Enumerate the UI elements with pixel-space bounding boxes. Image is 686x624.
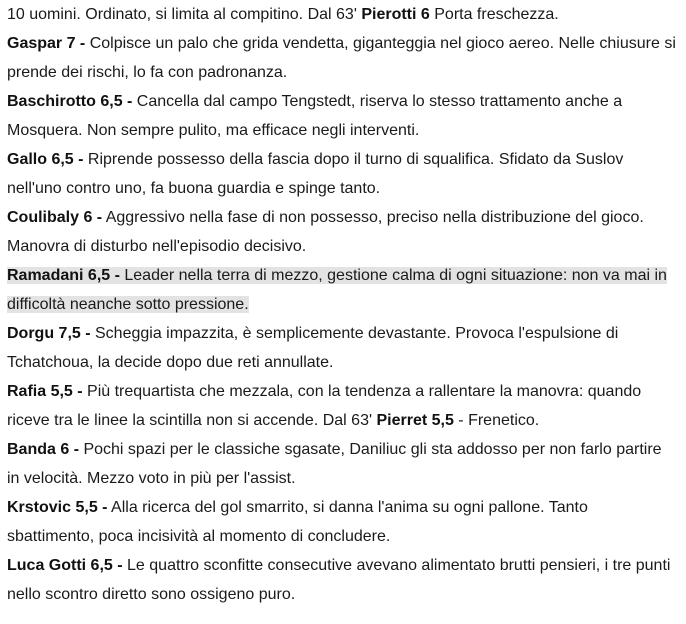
- player-name-grade: Gaspar 7 -: [7, 35, 86, 52]
- paragraph-banda: [7, 435, 678, 493]
- player-comment: Leader nella terra di mezzo, gestione calma di ogni situazione: non va mai in difficoltà neanche sotto pressione.: [7, 267, 667, 313]
- paragraph-dorgu: [7, 319, 678, 377]
- player-comment: Alla ricerca del gol smarrito, si danna l'anima su ogni pallone. Tanto sbattimento, poca incisività al momento di concludere.: [7, 499, 588, 545]
- paragraph-krstovic: [7, 493, 678, 551]
- selected-text-highlight[interactable]: [7, 267, 667, 313]
- paragraph-gaspar: [7, 29, 678, 87]
- player-name-grade: Coulibaly 6 -: [7, 209, 103, 226]
- sub-player-pierret: Pierret 5,5: [376, 412, 454, 429]
- paragraph-gallo: [7, 145, 678, 203]
- paragraph-ramadani: [7, 261, 678, 319]
- paragraph-gotti: [7, 551, 678, 609]
- player-comment: Pochi spazi per le classiche sgasate, Daniliuc gli sta addosso per non farlo partire in velocità. Mezzo voto in più per l'assist.: [7, 441, 662, 487]
- coach-comment: Le quattro sconfitte consecutive avevano alimentato brutti pensieri, i tre punti nello scontro diretto sono ossigeno puro.: [7, 557, 671, 603]
- player-name-grade: Banda 6 -: [7, 441, 80, 458]
- player-comment: Cancella dal campo Tengstedt, riserva lo stesso trattamento anche a Mosquera. Non sempre pulito, ma efficace negli interventi.: [7, 93, 623, 139]
- player-comment: Più trequartista che mezzala, con la tendenza a rallentare la manovra: quando riceve tra le linee la scintilla non si accende. Dal 63': [7, 383, 642, 429]
- paragraph-coulibaly: [7, 203, 678, 261]
- paragraph-intro: [7, 0, 678, 29]
- intro-text-start: 10 uomini. Ordinato, si limita al compitino. Dal 63': [7, 6, 362, 23]
- player-name-grade: Dorgu 7,5 -: [7, 325, 91, 342]
- coach-name-grade: Luca Gotti 6,5 -: [7, 557, 123, 574]
- intro-text-end: Porta freschezza.: [429, 6, 559, 23]
- player-comment: Colpisce un palo che grida vendetta, giganteggia nel gioco aereo. Nelle chiusure si prende dei rischi, lo fa con padronanza.: [7, 35, 676, 81]
- player-comment: Scheggia impazzita, è semplicemente devastante. Provoca l'espulsione di Tchatchoua, la decide dopo due reti annullate.: [7, 325, 619, 371]
- player-name-grade: Ramadani 6,5 -: [7, 267, 120, 284]
- sub-player-pierotti: Pierotti 6: [361, 6, 430, 23]
- paragraph-rafia: [7, 377, 678, 435]
- player-name-grade: Baschirotto 6,5 -: [7, 93, 133, 110]
- player-name-grade: Krstovic 5,5 -: [7, 499, 108, 516]
- player-name-grade: Gallo 6,5 -: [7, 151, 84, 168]
- player-comment: Aggressivo nella fase di non possesso, preciso nella distribuzione del gioco. Manovra di disturbo nell'episodio decisivo.: [7, 209, 644, 255]
- player-comment: Riprende possesso della fascia dopo il turno di squalifica. Sfidato da Suslov nell'uno contro uno, fa buona guardia e spinge tanto.: [7, 151, 624, 197]
- sub-comment: - Frenetico.: [453, 412, 540, 429]
- paragraph-baschirotto: [7, 87, 678, 145]
- player-name-grade: Rafia 5,5 -: [7, 383, 83, 400]
